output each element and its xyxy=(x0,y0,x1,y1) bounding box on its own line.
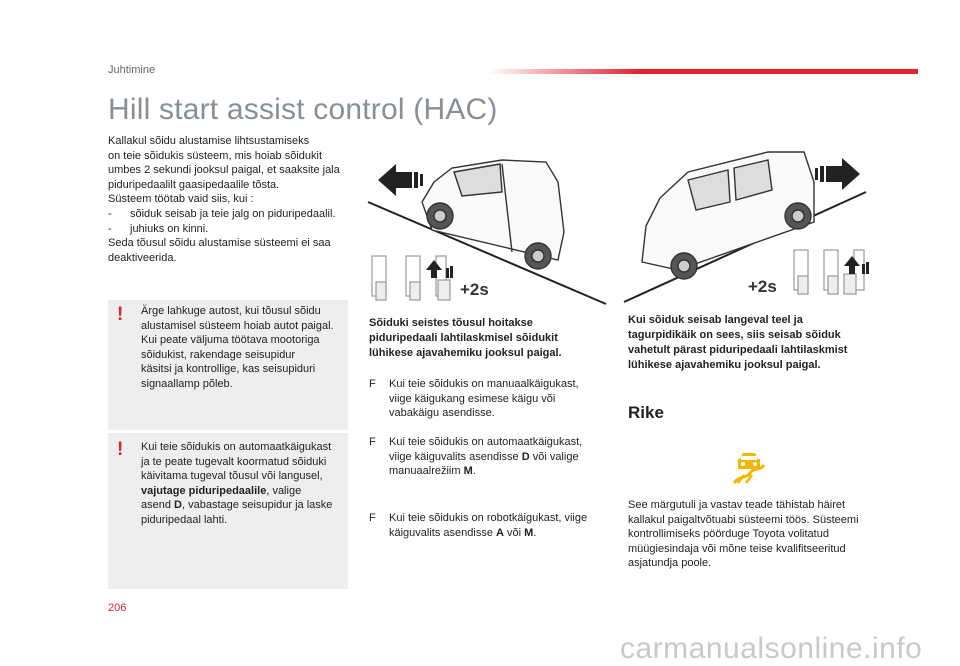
section-label: Juhtimine xyxy=(108,64,156,76)
reverse-motion-arrow xyxy=(815,158,860,190)
intro-line: Seda tõusul sõidu alustamise süsteemi ei saa xyxy=(108,237,331,250)
pedal-arrows xyxy=(426,260,453,278)
pedals-illustration xyxy=(372,256,450,300)
warning-icon: ! xyxy=(117,304,124,325)
warning-box-automatic xyxy=(108,433,348,589)
fault-heading: Rike xyxy=(628,403,664,422)
header-rule xyxy=(488,69,918,74)
intro-line: umbes 2 sekundi jooksul paigal, et saaksite jala xyxy=(108,164,340,177)
gearbox-automatic-item: F Kui teie sõidukis on automaatkäigukast, viige käiguvalits asendisse D või valige manuaalrežiim M. xyxy=(369,436,583,478)
intro-line: deaktiveerida. xyxy=(108,251,177,264)
uphill-van-diagram xyxy=(362,142,612,307)
van-uphill xyxy=(422,160,564,269)
page-number: 206 xyxy=(108,602,127,614)
timer-label: +2s xyxy=(460,280,489,299)
warning-icon: ! xyxy=(117,439,124,460)
intro-line: on teie sõidukis süsteem, mis hoiab sõidukit xyxy=(108,149,322,162)
condition-item: - juhiuks on kinni. xyxy=(108,222,209,235)
uphill-caption: Sõiduki seistes tõusul hoitakse piduripedaali lahtilaskmisel sõidukit lühikese ajavahemiku jooksul paigal. xyxy=(369,317,562,359)
van-downhill xyxy=(642,152,814,279)
intro-line: Kallakul sõidu alustamise lihtsustamiseks xyxy=(108,135,310,147)
downhill-caption: Kui sõiduk seisab langeval teel ja tagurpidikäik on sees, siis seisab sõiduk vahetult pärast piduripedaali lahtilaskmist lühikese ajavahemiku jooksul paigal. xyxy=(628,314,848,371)
bullet-marker: F xyxy=(369,436,376,448)
page-title: Hill start assist control (HAC) xyxy=(108,93,498,126)
gearbox-manual-item: F Kui teie sõidukis on manuaalkäigukast, viige käigukang esimese käigu või vabakäigu asendisse. xyxy=(369,378,579,420)
watermark: carmanualsonline.info xyxy=(620,632,923,665)
downhill-van-diagram xyxy=(618,142,878,307)
timer-label: +2s xyxy=(748,277,777,296)
hill-assist-warning-icon xyxy=(732,449,766,485)
fault-text: See märgutuli ja vastav teade tähistab häiret kallakul paigaltvõtuabi süsteemi töös. Süsteemi kontrollimiseks pöörduge Toyota volitatud müügiesindaja või mõne teise kvalifitseeritud asjatundja poole. xyxy=(628,499,859,570)
intro-line: Süsteem töötab vaid siis, kui : xyxy=(108,193,254,206)
bullet-marker: F xyxy=(369,378,376,390)
bullet-marker: F xyxy=(369,512,376,524)
pedal-arrows xyxy=(844,256,869,274)
warning-text: Kui teie sõidukis on automaatkäigukast ja te peate tugevalt koormatud sõiduki käivitama tugeval tõusul või langusel, vajutage piduripedaalile, valige asend D, vabastage seisupidur ja laske piduripedaal lahti. xyxy=(141,441,333,526)
warning-box-parking xyxy=(108,300,348,430)
condition-item: - sõiduk seisab ja teie jalg on piduripedaalil. xyxy=(108,207,336,220)
intro-text xyxy=(108,134,348,265)
forward-motion-arrow xyxy=(378,164,423,196)
gearbox-robotic-item: F Kui teie sõidukis on robotkäigukast, viige käiguvalits asendisse A või M. xyxy=(369,512,588,539)
warning-text: Ärge lahkuge autost, kui tõusul sõidu alustamisel süsteem hoiab autot paigal. Kui peate väljuma töötava mootoriga sõidukist, rakendage seisupidur käsitsi ja kontrollige, kas seisupiduri signaallamp põleb. xyxy=(141,305,334,390)
intro-line: piduripedaalilt gaasipedaalile tõsta. xyxy=(108,178,280,191)
